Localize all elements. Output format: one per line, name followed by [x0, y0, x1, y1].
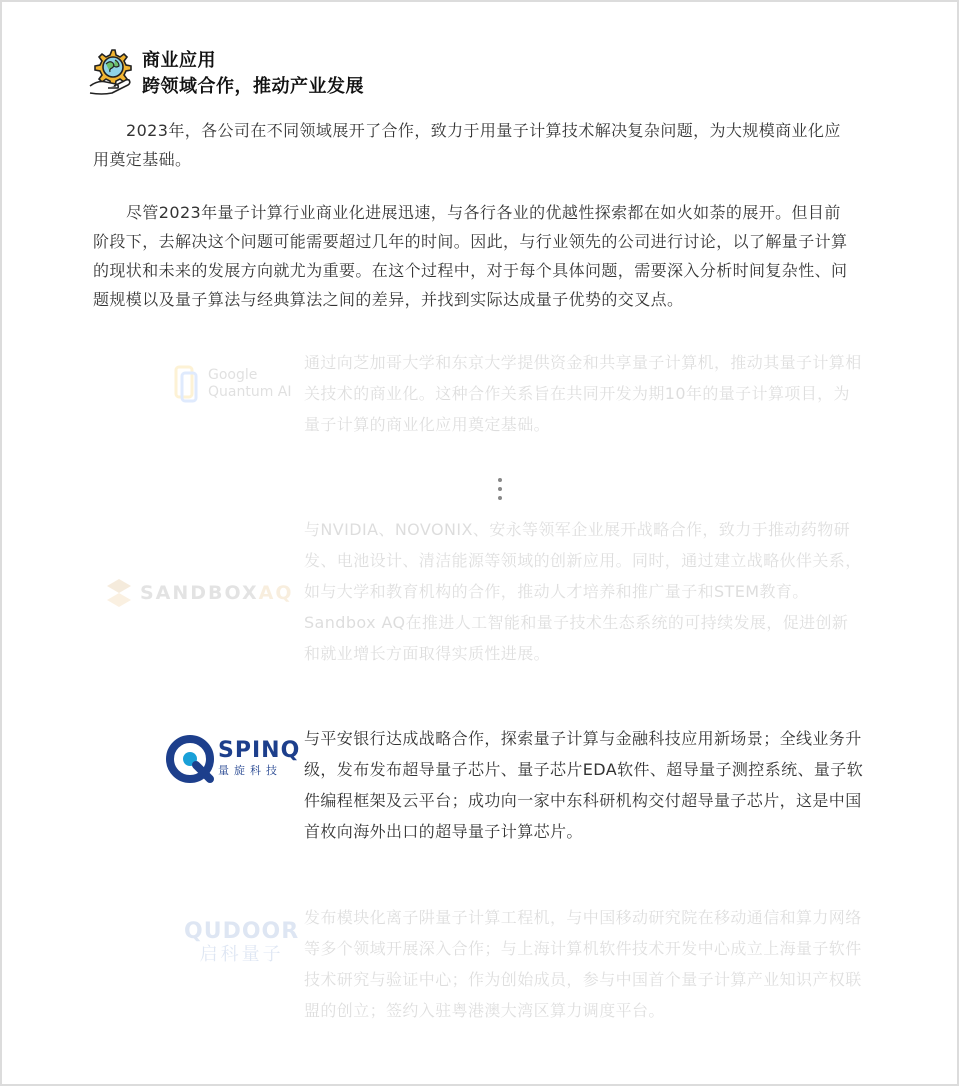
- spinq-description: 与平安银行达成战略合作，探索量子计算与金融科技应用新场景；全线业务升级，发布发布超导量子芯片、量子芯片EDA软件、超导量子测控系统、量子软件编程框架及云平台；成功向一家中东科研机构交付超导量子芯片，这是中国首枚向海外出口的超导量子计算芯片。: [304, 729, 864, 841]
- google-description: 通过向芝加哥大学和东京大学提供资金和共享量子计算机，推动其量子计算相关技术的商业化。这种合作关系旨在共同开发为期10年的量子计算项目，为量子计算的商业化应用奠定基础。: [304, 353, 862, 434]
- sandbox-logo-main: SANDBOX: [140, 582, 259, 604]
- google-logo-line1: Google: [208, 367, 258, 383]
- spinq-logo-sub: 量旋科技: [218, 764, 282, 777]
- globe-in-hand-gear-icon: [86, 46, 138, 98]
- sandbox-aq-logo: [104, 576, 294, 610]
- sandbox-description: 与NVIDIA、NOVONIX、安永等领军企业展开战略合作，致力于推动药物研发、电池设计、清洁能源等领域的创新应用。同时，通过建立战略伙伴关系，如与大学和教育机构的合作，推动人才培养和推广量子和STEM教育。Sandbox AQ在推进人工智能和量子技术生态系统的可持续发展，促进创新和就业增长方面取得实质性进展。: [304, 520, 862, 663]
- section-header: [86, 46, 364, 100]
- qudoor-logo: [184, 920, 299, 966]
- context-paragraph: 尽管2023年量子计算行业商业化进展迅速，与各行各业的优越性探索都在如火如荼的展开。但目前阶段下，去解决这个问题可能需要超过几年的时间。因此，与行业领先的公司进行讨论，以了解量子计算的现状和未来的发展方向就尤为重要。在这个过程中，对于每个具体问题，需要深入分析时间复杂性、问题规模以及量子算法与经典算法之间的差异，并找到实际达成量子优势的交叉点。: [93, 203, 848, 309]
- qudoor-logo-sub: 启科量子: [199, 944, 284, 965]
- spinq-q-mark-icon: [166, 735, 214, 783]
- vertical-ellipsis-icon: [497, 478, 503, 505]
- sandbox-s-mark-icon: [104, 576, 134, 610]
- quantum-ai-mark-icon: [174, 365, 198, 403]
- google-logo-line2: Quantum AI: [208, 384, 292, 400]
- section-title: 商业应用: [142, 50, 216, 71]
- qudoor-description: 发布模块化离子阱量子计算工程机，与中国移动研究院在移动通信和算力网络等多个领域开展深入合作；与上海计算机软件技术开发中心成立上海量子软件技术研究与验证中心；作为创始成员，参与中国首个量子计算产业知识产权联盟的创立；签约入驻粤港澳大湾区算力调度平台。: [304, 908, 862, 1020]
- spinq-logo: [166, 735, 300, 783]
- intro-paragraph: 2023年，各公司在不同领域展开了合作，致力于用量子计算技术解决复杂问题，为大规模商业化应用奠定基础。: [93, 121, 841, 169]
- qudoor-logo-name: QUDOOR: [184, 919, 300, 944]
- sandbox-logo-accent: AQ: [258, 582, 294, 604]
- section-subtitle: 跨领域合作，推动产业发展: [142, 76, 364, 97]
- google-quantum-ai-logo: [174, 365, 292, 403]
- spinq-logo-name: SPINQ: [218, 738, 301, 763]
